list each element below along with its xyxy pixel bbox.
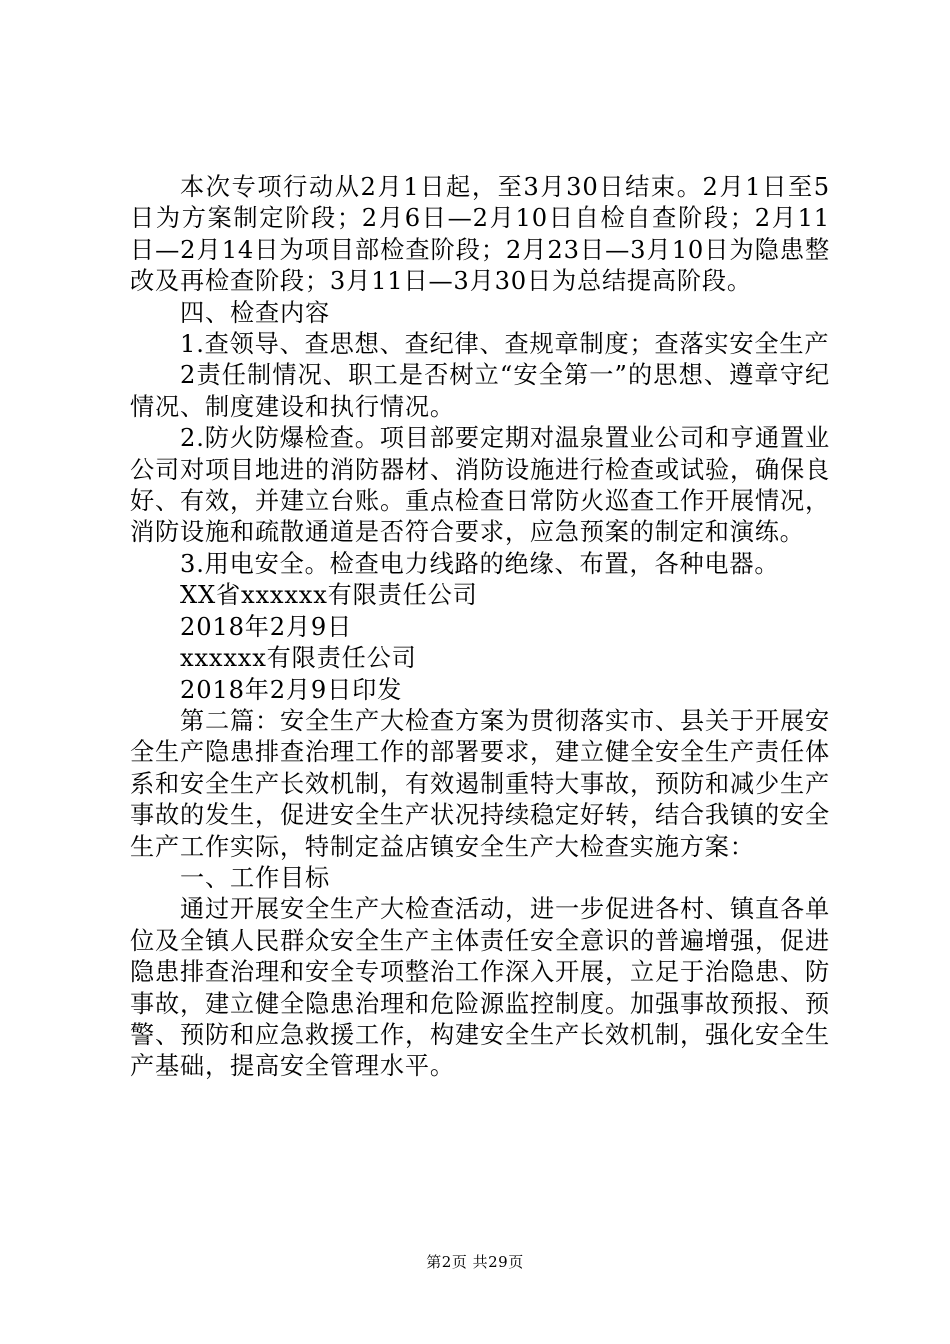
paragraph-second-article: 第二篇：安全生产大检查方案为贯彻落实市、县关于开展安全生产隐患排查治理工作的部署要求，建立健全安全生产责任体系和安全生产长效机制，有效遏制重特大事故，预防和减少生产事故的发生，促进安全生产状况持续稳定好转，结合我镇的安全生产工作实际，特制定益店镇安全生产大检查实施方案： [130, 706, 830, 861]
issuer-company: xxxxxx有限责任公司 [180, 644, 417, 673]
paragraph-schedule: 本次专项行动从2月1日起，至3月30日结束。2月1日至5日为方案制定阶段；2月6日—2月10日自检自查阶段；2月11日—2月14日为项目部检查阶段；2月23日—3月10日为隐患整改及再检查阶段；3月11日—3月30日为总结提高阶段。 [130, 173, 830, 296]
signature-company: XX省xxxxxx有限责任公司 [180, 581, 478, 610]
signature-date: 2018年2月9日 [180, 612, 353, 641]
paragraph-responsibility: 2责任制情况、职工是否树立“安全第一”的思想、遵章守纪情况、制度建设和执行情况。 [130, 361, 830, 421]
page-number-label: 第2页 共29页 [426, 1253, 524, 1271]
paragraph-work-goal: 通过开展安全生产大检查活动，进一步促进各村、镇直各单位及全镇人民群众安全生产主体责任安全意识的普遍增强，促进隐患排查治理和安全专项整治工作深入开展，立足于治隐患、防事故，建立健全隐患治理和危险源监控制度。加强事故预报、预警、预防和应急救援工作，构建安全生产长效机制，强化安全生产基础，提高安全管理水平。 [130, 895, 830, 1081]
issue-date: 2018年2月9日印发 [180, 675, 403, 704]
heading-work-goal: 一、工作目标 [180, 863, 330, 892]
paragraph-item-1: 1.查领导、查思想、查纪律、查规章制度；查落实安全生产 [180, 330, 830, 359]
page-footer [0, 1252, 950, 1272]
paragraph-fire-safety: 2.防火防爆检查。项目部要定期对温泉置业公司和亨通置业公司对项目地进的消防器材、消防设施进行检查或试验，确保良好、有效，并建立台账。重点检查日常防火巡查工作开展情况，消防设施和疏散通道是否符合要求，应急预案的制定和演练。 [130, 424, 830, 547]
document-body [130, 172, 830, 1083]
paragraph-electrical-safety: 3.用电安全。检查电力线路的绝缘、布置，各种电器。 [180, 549, 780, 578]
heading-inspection-content: 四、检查内容 [180, 298, 330, 327]
